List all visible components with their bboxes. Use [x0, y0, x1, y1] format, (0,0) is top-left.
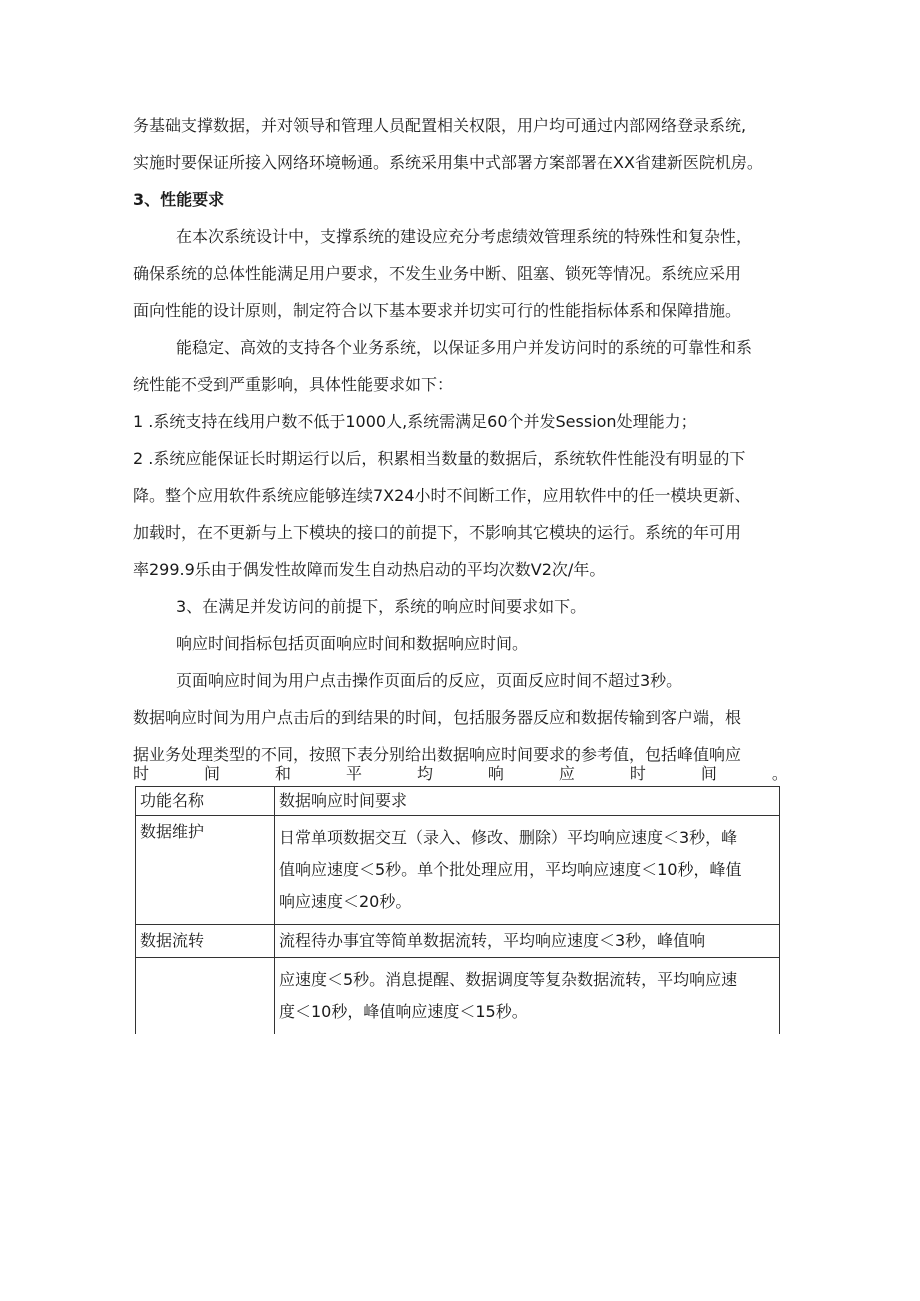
list-item-2-line: 降。整个应用软件系统应能够连续7X24小时不间断工作，应用软件中的任一模块更新、 — [133, 486, 751, 505]
spread-char: 时 — [629, 764, 646, 783]
spread-char: 响 — [487, 764, 504, 783]
spread-char: 间 — [700, 764, 717, 783]
table-cell-function — [136, 958, 275, 1035]
list-item-2-line: 率299.9乐由于偶发性故障而发生自动热启动的平均次数V2次/年。 — [133, 560, 606, 579]
paragraph-line: 在本次系统设计中，支撑系统的建设应充分考虑绩效管理系统的特殊性和复杂性， — [176, 227, 753, 246]
spread-char: 平 — [345, 764, 362, 783]
list-item-2-line: 加载时，在不更新与上下模块的接口的前提下，不影响其它模块的运行。系统的年可用 — [133, 523, 742, 542]
spread-char: 均 — [416, 764, 433, 783]
spread-char: 间 — [203, 764, 220, 783]
response-text: 页面响应时间为用户点击操作页面后的反应，页面反应时间不超过3秒。 — [176, 671, 683, 690]
spread-char: 和 — [274, 764, 291, 783]
spread-char: 应 — [558, 764, 575, 783]
response-text: 数据响应时间为用户点击后的到结果的时间，包括服务器反应和数据传输到客户端，根 — [133, 708, 742, 727]
table-cell-requirement — [275, 958, 780, 1035]
table-row — [136, 958, 780, 1035]
body-text-line: 务基础支撑数据，并对领导和管理人员配置相关权限，用户均可通过内部网络登录系统, — [133, 116, 747, 135]
section-heading: 3、性能要求 — [133, 190, 225, 209]
response-text: 响应时间指标包括页面响应时间和数据响应时间。 — [176, 634, 529, 653]
table-header-cell: 功能名称 — [136, 787, 275, 816]
paragraph-line: 统性能不受到严重影响，具体性能要求如下： — [133, 375, 454, 394]
response-text: 据业务处理类型的不同，按照下表分别给出数据响应时间要求的参考值，包括峰值响应 — [133, 745, 742, 764]
justified-line — [133, 764, 788, 786]
table-cell-requirement: 流程待办事宜等简单数据流转，平均响应速度＜3秒，峰值响 — [275, 925, 780, 958]
table-cell-function — [136, 816, 275, 925]
list-item-3: 3、在满足并发访问的前提下，系统的响应时间要求如下。 — [176, 597, 587, 616]
requirement-line: 度＜10秒，峰值响应速度＜15秒。 — [279, 1002, 528, 1021]
paragraph-line: 确保系统的总体性能满足用户要求，不发生业务中断、阻塞、锁死等情况。系统应采用 — [133, 264, 742, 283]
paragraph-line: 面向性能的设计原则，制定符合以下基本要求并切实可行的性能指标体系和保障措施。 — [133, 301, 742, 320]
list-item-1: 1 .系统支持在线用户数不低于1000人,系统需满足60个并发Session处理能力； — [133, 412, 697, 431]
table-header-cell: 数据响应时间要求 — [275, 787, 780, 816]
table-cell-requirement — [275, 816, 780, 925]
table-row — [136, 925, 780, 958]
paragraph-line: 能稳定、高效的支持各个业务系统，以保证多用户并发访问时的系统的可靠性和系 — [176, 338, 753, 357]
spread-char: 时 — [133, 764, 150, 783]
function-name: 数据维护 — [140, 822, 205, 841]
requirement-line: 日常单项数据交互（录入、修改、删除）平均响应速度＜3秒，峰 — [279, 828, 738, 847]
table-header-row — [136, 787, 780, 816]
requirement-line: 响应速度＜20秒。 — [279, 892, 412, 911]
table-cell-function: 数据流转 — [136, 925, 275, 958]
spread-char: 。 — [771, 764, 788, 783]
requirement-line: 值响应速度＜5秒。单个批处理应用，平均响应速度＜10秒，峰值 — [279, 860, 742, 879]
response-time-table — [135, 786, 780, 1034]
requirement-line: 应速度＜5秒。消息提醒、数据调度等复杂数据流转，平均响应速 — [279, 970, 738, 989]
table-row — [136, 816, 780, 925]
list-item-2-line: 2 .系统应能保证长时期运行以后，积累相当数量的数据后，系统软件性能没有明显的下 — [133, 449, 746, 468]
body-text-line: 实施时要保证所接入网络环境畅通。系统采用集中式部署方案部署在XX省建新医院机房。 — [133, 153, 763, 172]
